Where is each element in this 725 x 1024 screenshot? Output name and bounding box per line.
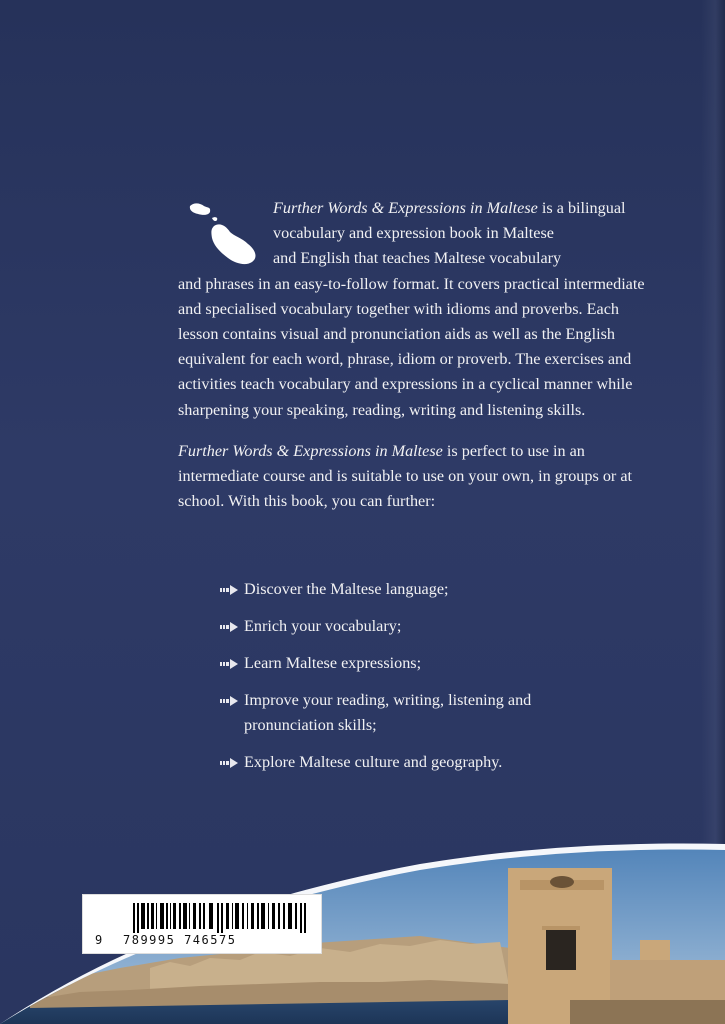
- list-item-text: Improve your reading, writing, listening and pronunciation skills;: [244, 691, 532, 734]
- arrow-right-icon: [220, 585, 238, 595]
- isbn-digits: 789995 746575: [123, 933, 237, 947]
- arrow-right-icon: [220, 659, 238, 669]
- list-item: [220, 651, 620, 676]
- list-item-text: Explore Maltese culture and geography.: [244, 753, 503, 771]
- arrow-right-icon: [220, 696, 238, 706]
- description-paragraph-2: [178, 439, 658, 515]
- isbn-lead-digit: 9: [95, 933, 104, 947]
- paragraph-1-text: is a bilingual: [537, 199, 626, 217]
- paragraph-2-text: is perfect to use in an intermediate course and is suitable to use on your own, in groups or at school. With this book, you can further:: [178, 441, 633, 511]
- benefits-list: [220, 577, 620, 787]
- description-text: [178, 196, 658, 514]
- list-item: [220, 750, 620, 775]
- list-item: [220, 577, 620, 602]
- arrow-right-icon: [220, 622, 238, 632]
- paragraph-1-line-1: [178, 196, 658, 221]
- arrow-right-icon: [220, 758, 238, 768]
- paragraph-1-line-3: and English that teaches Maltese vocabulary: [273, 249, 562, 268]
- isbn-barcode: [82, 894, 322, 954]
- barcode-icon: [133, 903, 313, 933]
- list-item-text: Enrich your vocabulary;: [244, 617, 402, 635]
- isbn-number: [95, 933, 319, 947]
- description-paragraph-1: [178, 196, 658, 423]
- book-title-italic: Further Words & Expressions in Maltese: [178, 441, 443, 460]
- list-item: [220, 614, 620, 639]
- list-item: [220, 688, 620, 738]
- book-title-italic: Further Words & Expressions in Maltese: [273, 199, 538, 217]
- list-item-text: Learn Maltese expressions;: [244, 654, 422, 672]
- paragraph-1-line-2: vocabulary and expression book in Maltese: [273, 224, 554, 243]
- list-item-text: Discover the Maltese language;: [244, 580, 449, 598]
- paragraph-1-body: and phrases in an easy-to-follow format. It covers practical intermediate and specialised vocabulary together with idioms and proverbs. Each lesson contains visual and pronunciation aids as well as the English equivalent for each word, phrase, idiom or proverb. The exercises and activities teach vocabulary and expressions in a cyclical manner while sharpening your speaking, reading, writing and listening skills.: [178, 274, 645, 419]
